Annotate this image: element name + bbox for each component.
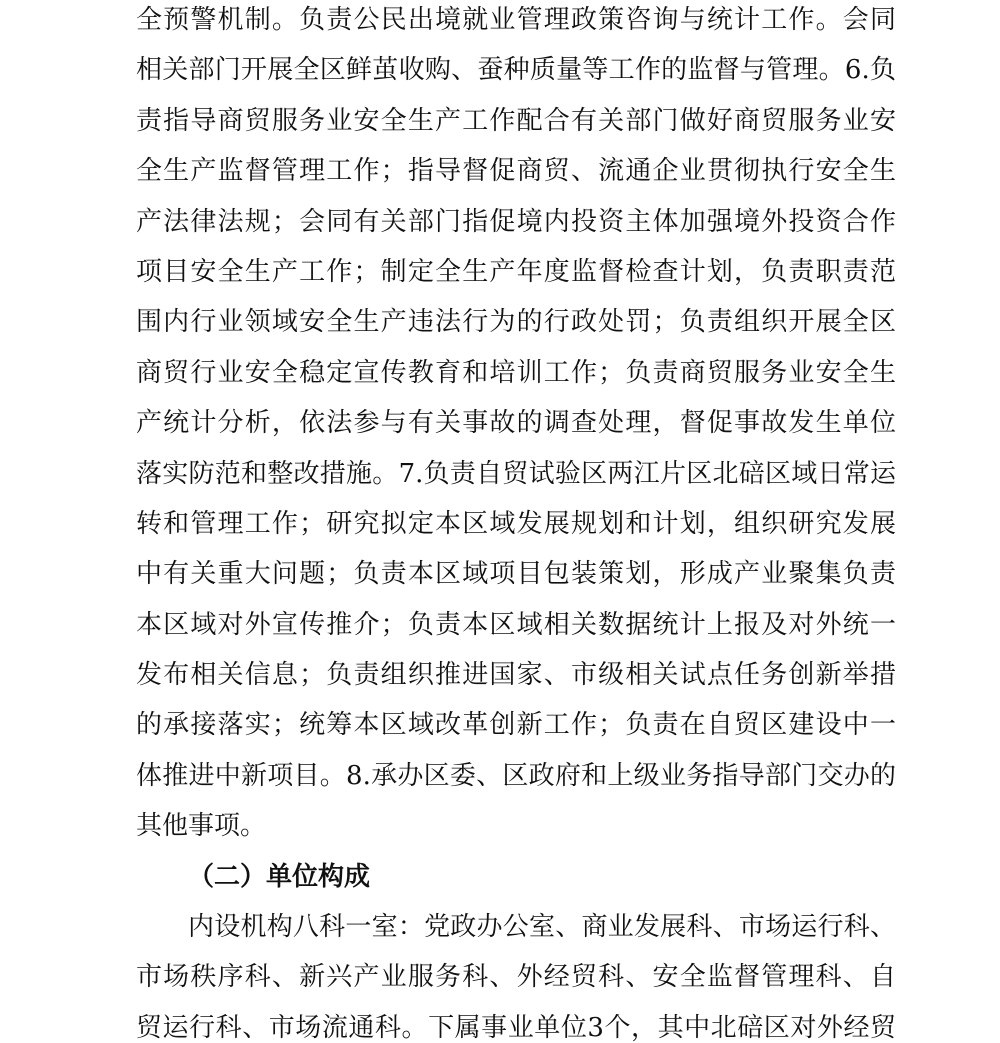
section-line: 贸运行科、市场流通科。下属事业单位3个，其中北碚区对外经贸 (136, 1012, 896, 1043)
document-body (136, 0, 896, 1043)
body-line: 体推进中新项目。8.承办区委、区政府和上级业务指导部门交办的 (136, 760, 896, 791)
body-line: 围内行业领域安全生产违法行为的行政处罚；负责组织开展全区 (136, 307, 896, 338)
body-line: 本区域对外宣传推介；负责本区域相关数据统计上报及对外统一 (136, 609, 896, 640)
body-line: 产统计分析，依法参与有关事故的调查处理，督促事故发生单位 (136, 408, 896, 439)
body-line: 发布相关信息；负责组织推进国家、市级相关试点任务创新举措 (136, 660, 896, 691)
body-line: 项目安全生产工作；制定全生产年度监督检查计划，负责职责范 (136, 256, 896, 287)
body-line: 的承接落实；统筹本区域改革创新工作；负责在自贸区建设中一 (136, 710, 896, 741)
body-line: 相关部门开展全区鲜茧收购、蚕种质量等工作的监督与管理。6.负 (136, 55, 896, 86)
body-line: 中有关重大问题；负责本区域项目包装策划，形成产业聚集负责 (136, 559, 896, 590)
section-line-first: 内设机构八科一室：党政办公室、商业发展科、市场运行科、 (188, 912, 896, 943)
body-line-last: 其他事项。 (136, 811, 267, 842)
section-heading: （二）单位构成 (188, 861, 371, 892)
body-line: 全预警机制。负责公民出境就业管理政策咨询与统计工作。会同 (136, 5, 896, 35)
section-line: 市场秩序科、新兴产业服务科、外经贸科、安全监督管理科、自 (136, 962, 896, 993)
body-line: 全生产监督管理工作；指导督促商贸、流通企业贯彻执行安全生 (136, 156, 896, 187)
body-line: 责指导商贸服务业安全生产工作配合有关部门做好商贸服务业安 (136, 105, 896, 136)
body-line: 商贸行业安全稳定宣传教育和培训工作；负责商贸服务业安全生 (136, 357, 896, 388)
body-line: 转和管理工作；研究拟定本区域发展规划和计划，组织研究发展 (136, 508, 896, 539)
body-line: 产法律法规；会同有关部门指促境内投资主体加强境外投资合作 (136, 206, 896, 237)
body-line: 落实防范和整改措施。7.负责自贸试验区两江片区北碚区域日常运 (136, 458, 896, 489)
